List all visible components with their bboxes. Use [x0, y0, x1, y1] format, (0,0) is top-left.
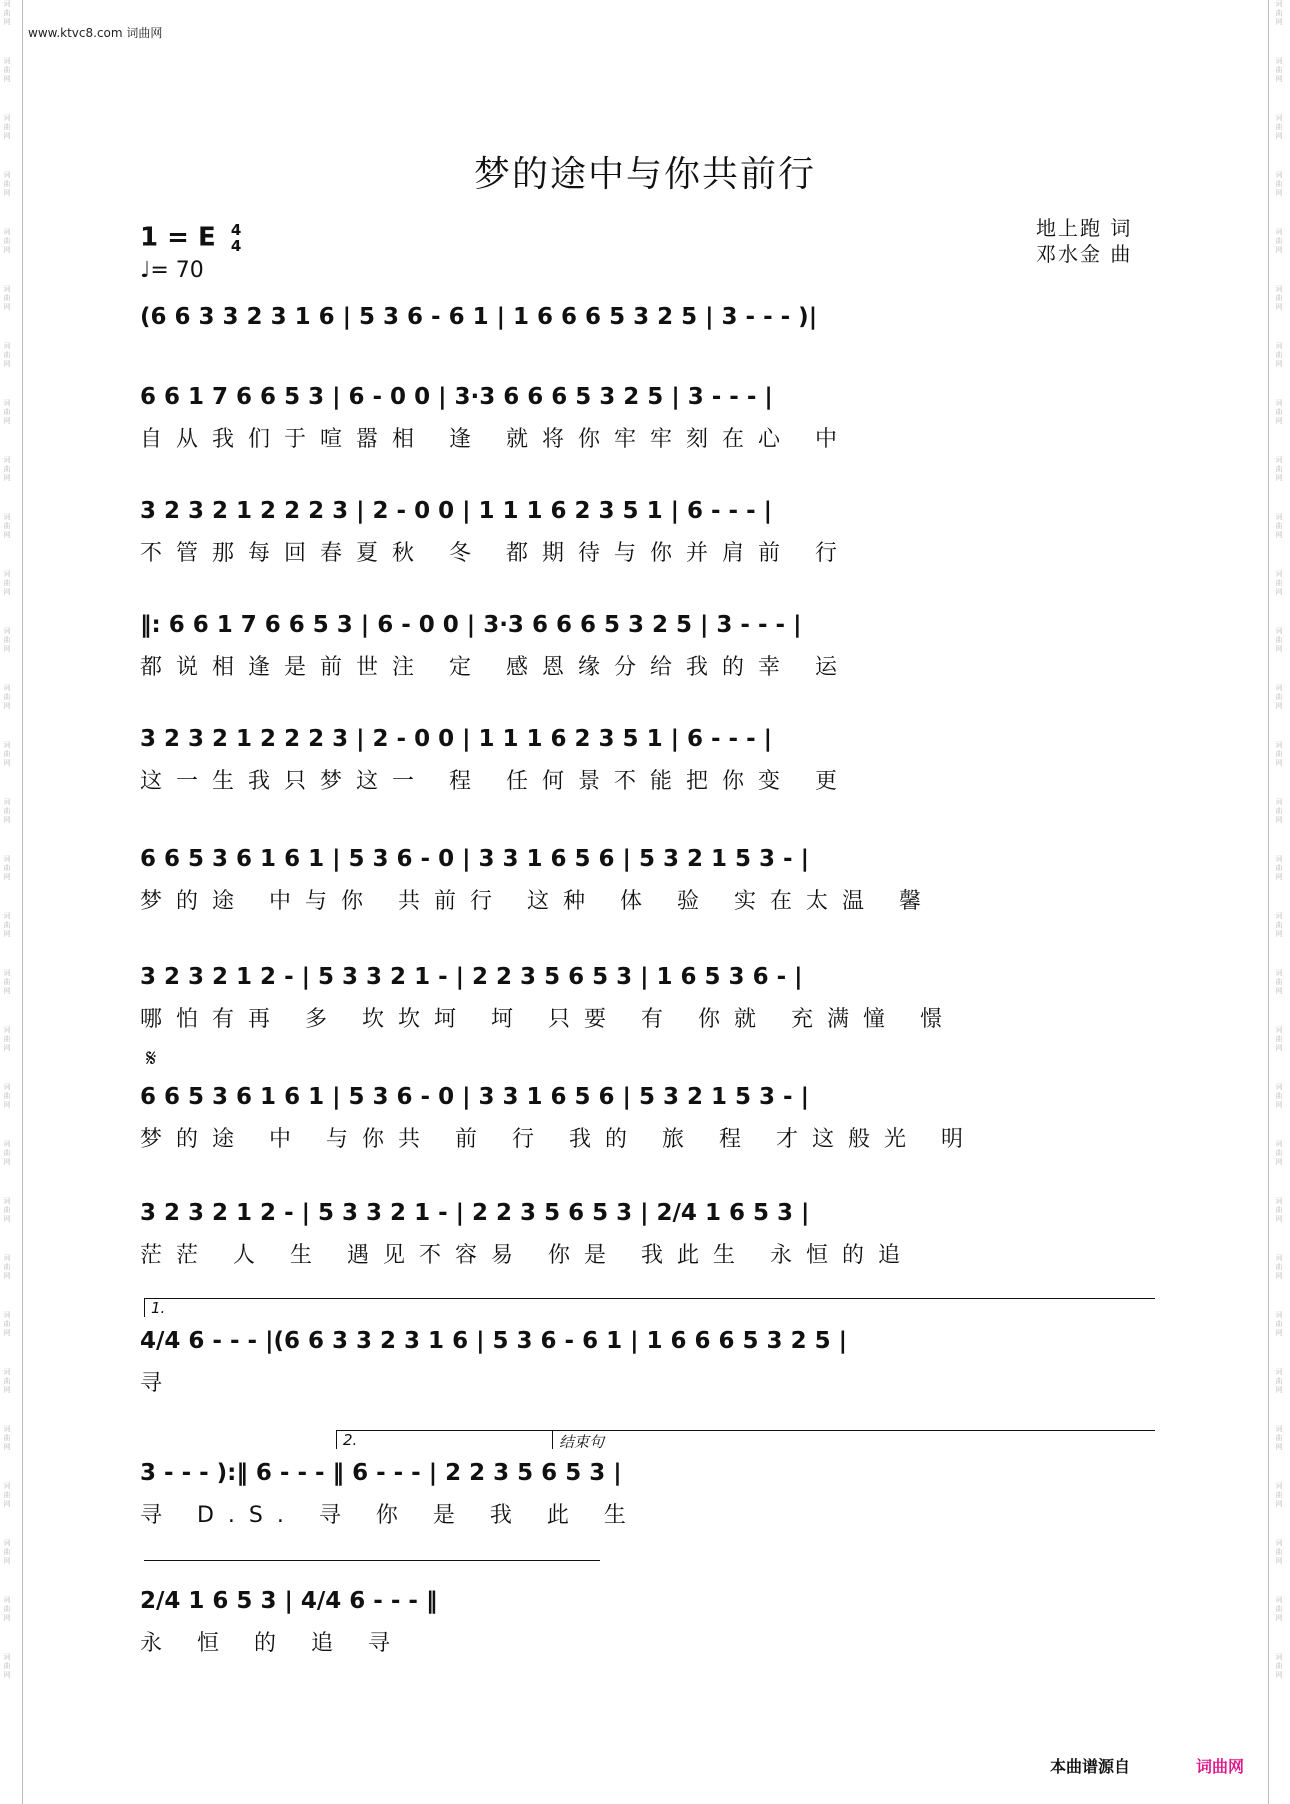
key-label: 1 = E [140, 222, 216, 253]
lyrics-line: 梦的途 中 与你共 前 行 我的 旅 程 才这般光 明 [140, 1127, 977, 1152]
time-bottom: 4 [230, 237, 242, 255]
composer-credit: 邓水金 曲 [1036, 242, 1133, 266]
notes-line: 3 2 3 2 1 2 2 2 3 | 2 - 0 0 | 1 1 1 6 2 3 5 1 | 6 - - - | [140, 498, 773, 524]
footer-source: 本曲谱源自 [1050, 1757, 1131, 1776]
lyrics-line: 都说相逢是前世注 定 感恩缘分给我的幸 运 [140, 655, 851, 680]
key-signature [140, 222, 241, 254]
lyrics-line: 梦的途 中与你 共前行 这种 体 验 实在太温 馨 [140, 889, 935, 914]
coda-label: 结束句 [559, 1433, 605, 1451]
song-title: 梦的途中与你共前行 [473, 154, 816, 195]
notes-line: 3 - - - ):‖ 6 - - - ‖ 6 - - - | 2 2 3 5 6 5 3 | [140, 1460, 622, 1486]
notes-line: 3 2 3 2 1 2 2 2 3 | 2 - 0 0 | 1 1 1 6 2 3 5 1 | 6 - - - | [140, 726, 773, 752]
time-signature [231, 222, 241, 254]
lyrics-line: 这一生我只梦这一 程 任何景不能把你变 更 [140, 769, 851, 794]
lyrics-line: 不管那每回春夏秋 冬 都期待与你并肩前 行 [140, 541, 851, 566]
footer-site-link[interactable]: 词曲网 [1196, 1757, 1245, 1776]
first-ending-label: 1. [151, 1299, 166, 1317]
notes-line: 6 6 5 3 6 1 6 1 | 5 3 6 - 0 | 3 3 1 6 5 6 | 5 3 2 1 5 3 - | [140, 1084, 809, 1110]
first-ending-bracket [144, 1298, 1155, 1317]
site-url: www.ktvc8.com 词曲网 [28, 26, 163, 40]
notes-line: 3 2 3 2 1 2 - | 5 3 3 2 1 - | 2 2 3 5 6 5 3 | 2/4 1 6 5 3 | [140, 1200, 810, 1226]
lyrics-line: 自从我们于喧嚣相 逢 就将你牢牢刻在心 中 [140, 427, 851, 452]
watermark-right: 词曲网 词曲网 词曲网 词曲网 词曲网 词曲网 词曲网 词曲网 词曲网 词曲网 词曲网 词曲网 词曲网 词曲网 词曲网 词曲网 词曲网 词曲网 词曲网 词曲网 词曲网 词曲网 词曲网 词曲网 词曲网 词曲网 词曲网 词曲网 词曲网 词曲网 [1275, 0, 1283, 1679]
notes-line: 2/4 1 6 5 3 | 4/4 6 - - - ‖ [140, 1588, 438, 1614]
notes-line: 4/4 6 - - - |(6 6 3 3 2 3 1 6 | 5 3 6 - 6 1 | 1 6 6 6 5 3 2 5 | [140, 1328, 847, 1354]
notes-line: 6 6 5 3 6 1 6 1 | 5 3 6 - 0 | 3 3 1 6 5 6 | 5 3 2 1 5 3 - | [140, 846, 809, 872]
lyrics-line: 茫茫 人 生 遇见不容易 你是 我此生 永恒的追 [140, 1243, 914, 1268]
second-ending-bracket [336, 1430, 553, 1449]
right-border [1268, 0, 1269, 1804]
lyricist-credit: 地上跑 词 [1036, 216, 1133, 240]
lyrics-line: 寻 [140, 1371, 177, 1396]
left-border [22, 0, 23, 1804]
notes-line: (6 6 3 3 2 3 1 6 | 5 3 6 - 6 1 | 1 6 6 6 5 3 2 5 | 3 - - - )| [140, 304, 818, 330]
notes-line: 3 2 3 2 1 2 - | 5 3 3 2 1 - | 2 2 3 5 6 5 3 | 1 6 5 3 6 - | [140, 964, 803, 990]
notes-line: 6 6 1 7 6 6 5 3 | 6 - 0 0 | 3·3 6 6 6 5 3 2 5 | 3 - - - | [140, 384, 773, 410]
time-top: 4 [230, 221, 242, 239]
tempo-marking: ♩= 70 [140, 258, 204, 283]
lyrics-line: 寻 D.S. 寻 你 是 我 此 生 [140, 1503, 640, 1528]
notes-line: ‖: 6 6 1 7 6 6 5 3 | 6 - 0 0 | 3·3 6 6 6 5 3 2 5 | 3 - - - | [140, 612, 802, 638]
segno-sign: 𝄋 [146, 1044, 157, 1072]
final-bracket [144, 1560, 600, 1579]
lyrics-line: 永 恒 的 追 寻 [140, 1631, 404, 1656]
watermark-left: 词曲网 词曲网 词曲网 词曲网 词曲网 词曲网 词曲网 词曲网 词曲网 词曲网 词曲网 词曲网 词曲网 词曲网 词曲网 词曲网 词曲网 词曲网 词曲网 词曲网 词曲网 词曲网 词曲网 词曲网 词曲网 词曲网 词曲网 词曲网 词曲网 词曲网 [3, 0, 11, 1679]
coda-bracket [552, 1430, 1155, 1449]
second-ending-label: 2. [343, 1431, 358, 1449]
lyrics-line: 哪怕有再 多 坎坎坷 坷 只要 有 你就 充满憧 憬 [140, 1007, 956, 1032]
